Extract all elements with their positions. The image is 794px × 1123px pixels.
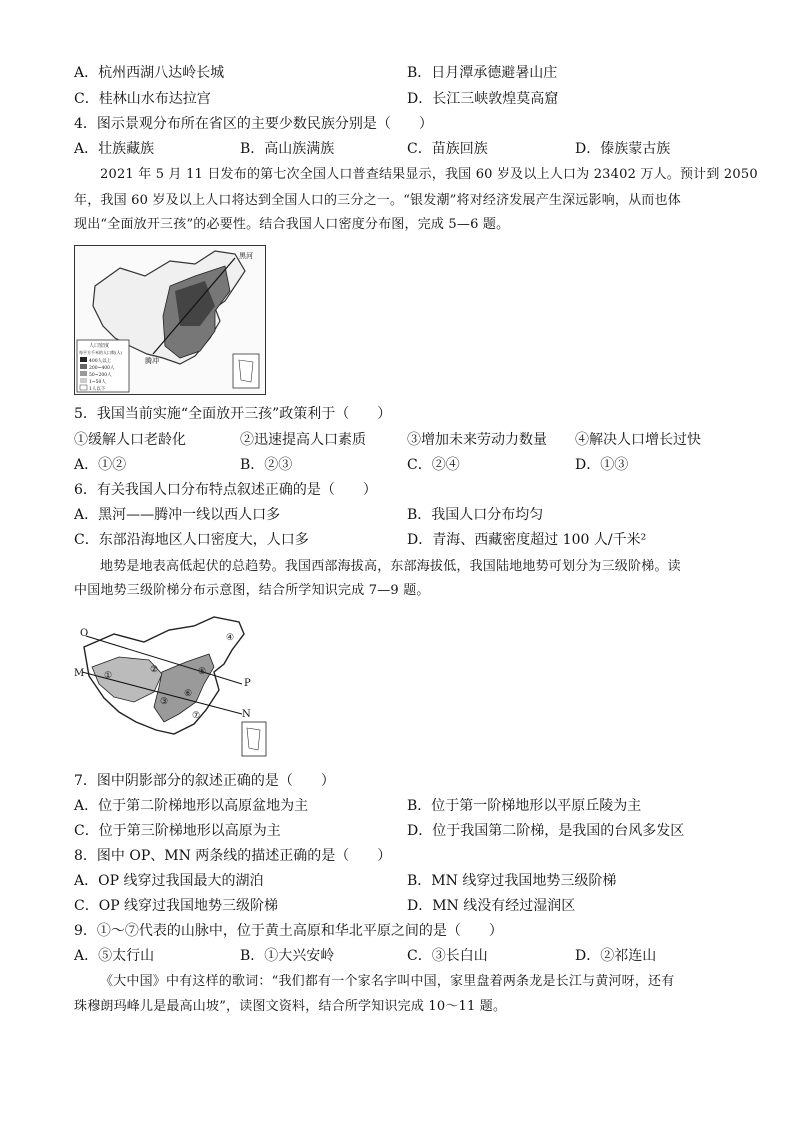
passage2-line-1: 地势是地表高低起伏的总趋势。我国西部海拔高，东部海拔低，我国陆地地势可划分为三级阶梯。读 [100,559,681,574]
q8-option-c: C．OP 线穿过我国地势三级阶梯 [74,898,279,914]
q3-option-d: D．长江三峡敦煌莫高窟 [407,91,559,107]
q8-option-a: A．OP 线穿过我国最大的湖泊 [74,873,264,889]
passage2-line-2: 中国地势三级阶梯分布示意图，结合所学知识完成 7—9 题。 [74,583,430,598]
passage3-line-2: 珠穆朗玛峰儿是最高山坡”，读图文资料，结合所学知识完成 10～11 题。 [74,999,507,1014]
map1-legend-item-3: 50~200人 [89,373,112,378]
q3-option-c: C．桂林山水布达拉宫 [74,91,211,107]
q4-option-a: A．壮族藏族 [74,141,155,157]
q5-option-a: A．①② [74,457,127,473]
q8-option-d: D．MN 线没有经过湿润区 [407,898,576,914]
q5-statement-1: ①缓解人口老龄化 [74,432,186,448]
passage3-line-1: 《大中国》中有这样的歌词：“我们都有一个家名字叫中国，家里盘着两条龙是长江与黄河呀，还有 [100,974,675,989]
q4-option-c: C．苗族回族 [407,141,488,157]
label-mountain-7: ⑦ [192,711,201,721]
q7-option-a: A．位于第二阶梯地形以高原盆地为主 [74,798,309,814]
label-mountain-2: ② [150,665,159,675]
label-mountain-5: ⑤ [198,667,207,677]
q9-option-b: B．①大兴安岭 [240,948,335,964]
label-n: N [242,709,251,720]
terrain-map-svg [74,612,270,760]
label-mountain-6: ⑥ [184,689,193,699]
q4-stem: 4．图示景观分布所在省区的主要少数民族分别是（ ） [74,116,433,132]
q5-statement-4: ④解决人口增长过快 [575,432,701,448]
map1-legend-title: 人口密度 [89,343,110,349]
q5-stem: 5．我国当前实施“全面放开三孩”政策利于（ ） [74,406,392,422]
q7-option-b: B．位于第一阶梯地形以平原丘陵为主 [407,798,642,814]
map1-legend-item-5: 1人以下 [89,387,106,392]
q5-option-c: C．②④ [407,457,460,473]
label-mountain-4: ④ [226,633,235,643]
map1-legend-swatch-4 [80,378,87,383]
q5-statement-3: ③增加未来劳动力数量 [407,432,547,448]
label-mountain-3: ③ [160,697,169,707]
q3-option-a: A．杭州西湖八达岭长城 [74,65,225,81]
q5-option-b: B．②③ [240,457,293,473]
map1-legend-item-1: 400人以上 [89,359,112,364]
q6-option-d: D．青海、西藏密度超过 100 人/千米² [407,532,647,548]
q7-option-c: C．位于第三阶梯地形以高原为主 [74,823,281,839]
population-density-map [74,245,266,395]
map1-legend-item-2: 200~400人 [89,366,115,371]
label-mountain-1: ① [104,671,113,681]
q8-option-b: B．MN 线穿过我国地势三级阶梯 [407,873,617,889]
q9-stem: 9．①～⑦代表的山脉中，位于黄土高原和华北平原之间的是（ ） [74,923,503,939]
map1-legend-subtitle: 每平方千米的人口数(人) [79,350,123,355]
q6-option-c: C．东部沿海地区人口密度大，人口多 [74,532,309,548]
q6-option-a: A．黑河——腾冲一线以西人口多 [74,507,281,523]
q4-option-b: B．高山族满族 [240,141,335,157]
passage1-line-3: 现出“全面放开三孩”的必要性。结合我国人口密度分布图，完成 5—6 题。 [74,217,510,232]
map1-legend-swatch-2 [80,364,87,369]
south-sea-inset [233,354,259,388]
label-p: P [244,678,251,689]
q8-stem: 8．图中 OP、MN 两条线的描述正确的是（ ） [74,848,392,864]
label-m: M [74,668,85,679]
map1-legend-item-4: 1~50人 [89,380,106,385]
q5-statement-2: ②迅速提高人口素质 [240,432,366,448]
q7-option-d: D．位于我国第二阶梯，是我国的台风多发区 [407,823,685,839]
q5-option-d: D．①③ [575,457,629,473]
q6-stem: 6．有关我国人口分布特点叙述正确的是（ ） [74,482,377,498]
map1-legend-swatch-5 [80,385,87,390]
terrain-steps-map [74,612,270,760]
map1-legend-swatch-1 [80,357,87,362]
map1-legend-swatch-3 [80,371,87,376]
tengchong-label: 腾冲 [145,357,159,365]
q9-option-d: D．②祁连山 [575,948,657,964]
q7-stem: 7．图中阴影部分的叙述正确的是（ ） [74,773,335,789]
q3-option-b: B．日月潭承德避暑山庄 [407,65,558,81]
heihe-label: 黑河 [239,252,253,260]
q6-option-b: B．我国人口分布均匀 [407,507,544,523]
label-o: O [80,628,89,639]
q4-option-d: D．傣族蒙古族 [575,141,671,157]
q9-option-c: C．③长白山 [407,948,488,964]
population-map-svg [75,246,265,394]
passage1-line-2: 年，我国 60 岁及以上人口将达到全国人口的三分之一。“银发潮”将对经济发展产生深远影响，从而也体 [74,193,681,208]
q9-option-a: A．⑤太行山 [74,948,155,964]
passage1-line-1: 2021 年 5 月 11 日发布的第七次全国人口普查结果显示，我国 60 岁及以上人口为 23402 万人。预计到 2050 [100,167,758,182]
terrain-south-sea-inset [242,722,266,756]
